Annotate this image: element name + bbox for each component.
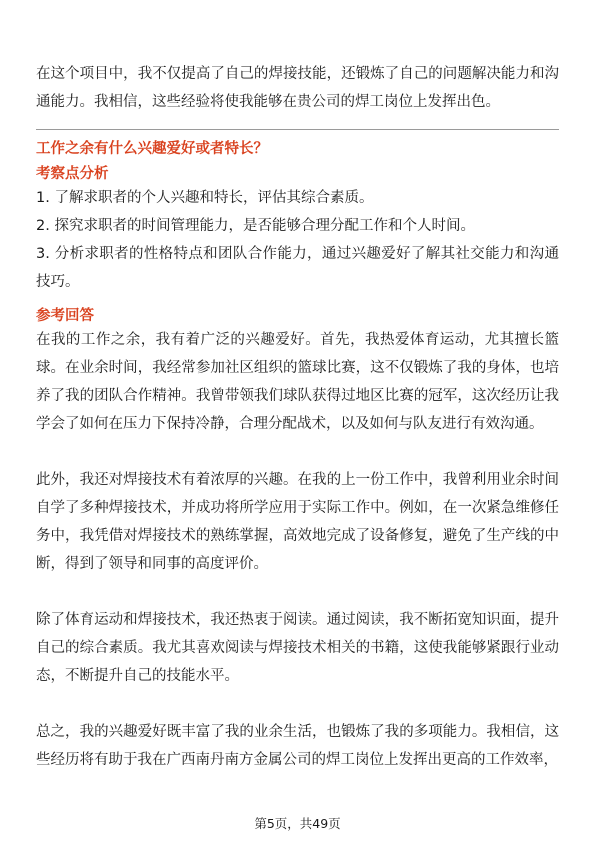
page-content: [36, 60, 559, 774]
paragraph-gap: [36, 438, 559, 466]
answer-paragraph: 总之，我的兴趣爱好既丰富了我的业余生活，也锻炼了我的多项能力。我相信，这些经历将有助于我在广西南丹南方金属公司的焊工岗位上发挥出更高的工作效率，: [36, 724, 559, 768]
paragraph-gap: [36, 578, 559, 606]
paragraph-gap: [36, 690, 559, 718]
analysis-item: 3. 分析求职者的性格特点和团队合作能力，通过兴趣爱好了解其社交能力和沟通技巧。: [36, 246, 559, 290]
answer-paragraph: 在我的工作之余，我有着广泛的兴趣爱好。首先，我热爱体育运动，尤其擅长篮球。在业余时间，我经常参加社区组织的篮球比赛，这不仅锻炼了我的身体，也培养了我的团队合作精神。我曾带领我们球队获得过地区比赛的冠军，这次经历让我学会了如何在压力下保持冷静，合理分配战术，以及如何与队友进行有效沟通。: [36, 332, 559, 432]
question-heading: 工作之余有什么兴趣爱好或者特长？: [36, 141, 268, 157]
analysis-item: 2. 探究求职者的时间管理能力，是否能够合理分配工作和个人时间。: [36, 218, 475, 234]
answer-paragraph: 此外，我还对焊接技术有着浓厚的兴趣。在我的上一份工作中，我曾利用业余时间自学了多种焊接技术，并成功将所学应用于实际工作中。例如，在一次紧急维修任务中，我凭借对焊接技术的熟练掌握，高效地完成了设备修复，避免了生产线的中断，得到了领导和同事的高度评价。: [36, 472, 559, 572]
intro-paragraph: 在这个项目中，我不仅提高了自己的焊接技能，还锻炼了自己的问题解决能力和沟通能力。我相信，这些经验将使我能够在贵公司的焊工岗位上发挥出色。: [36, 66, 559, 110]
analysis-item: 1. 了解求职者的个人兴趣和特长，评估其综合素质。: [36, 190, 374, 206]
page-number: 第5页，共49页: [254, 816, 341, 831]
section-divider: [36, 129, 559, 130]
answer-title: 参考回答: [36, 308, 94, 324]
analysis-title: 考察点分析: [36, 166, 109, 182]
analysis-list: [36, 184, 559, 296]
answer-paragraph: 除了体育运动和焊接技术，我还热衷于阅读。通过阅读，我不断拓宽知识面，提升自己的综合素质。我尤其喜欢阅读与焊接技术相关的书籍，这使我能够紧跟行业动态，不断提升自己的技能水平。: [36, 612, 559, 684]
